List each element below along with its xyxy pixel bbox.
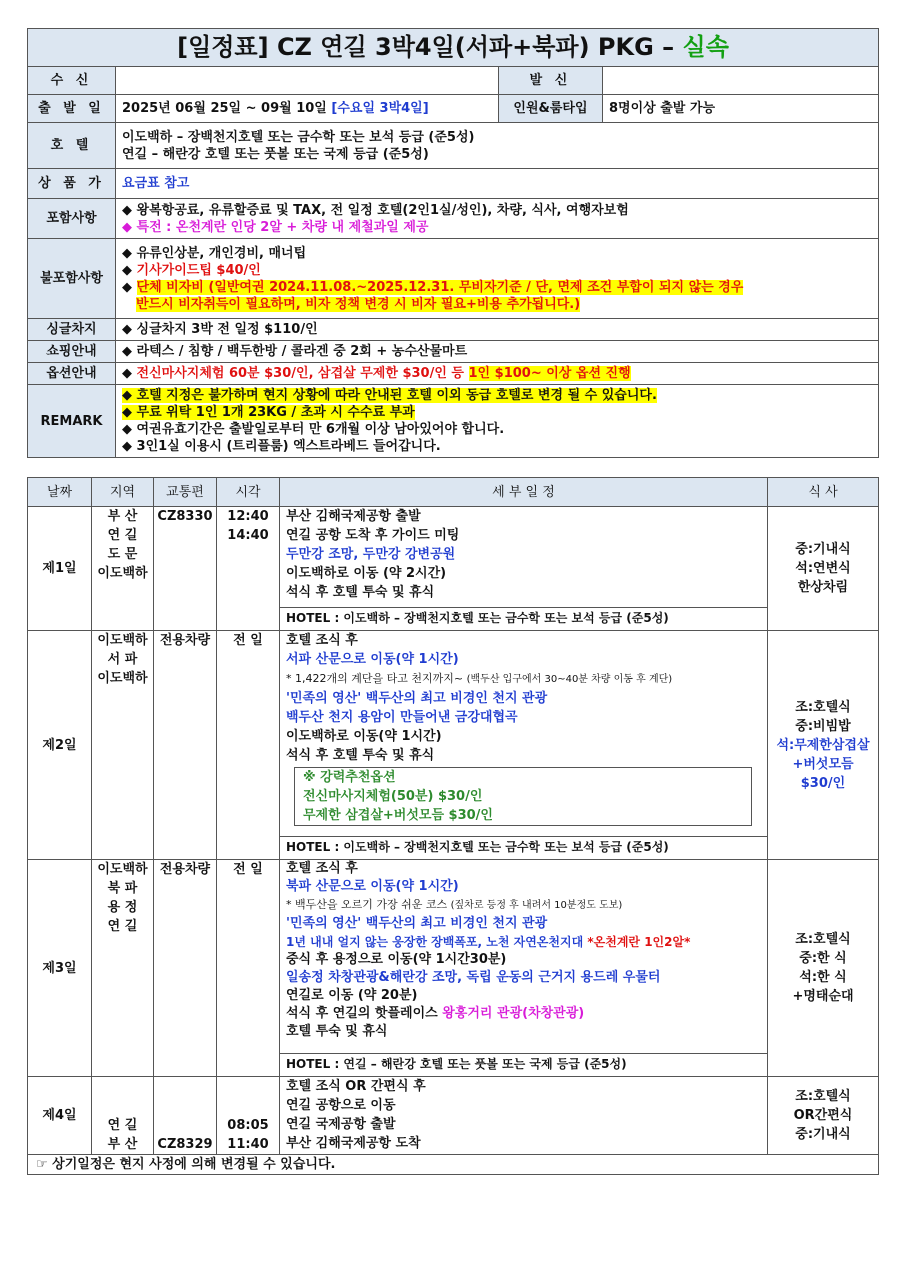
day2-detail-5: 백두산 천지 용암이 만들어낸 금강대협곡	[286, 710, 518, 725]
header-date: 날짜	[28, 478, 92, 507]
remark-line-1	[122, 387, 872, 404]
day3-meal-4: +명태순대	[792, 989, 854, 1004]
shopping-label: 쇼핑안내	[28, 341, 116, 363]
day4-regions	[92, 1077, 154, 1155]
day2-region-3: 이도백하	[97, 671, 148, 686]
day1-detail-5: 석식 후 호텔 투숙 및 휴식	[286, 585, 435, 600]
day2-detail-6: 이도백하로 이동(약 1시간)	[286, 729, 442, 744]
table-row	[28, 631, 879, 860]
day1-detail-2: 연길 공항 도착 후 가이드 미팅	[286, 528, 460, 543]
option-value	[116, 363, 879, 385]
day3-detail-9-tour: 왕홍거리 관광(차창관광)	[442, 1006, 585, 1021]
day1-meals	[768, 507, 879, 631]
day2-meal-4: +버섯모듬	[792, 756, 854, 772]
day3-label: 제3일	[28, 860, 92, 1077]
day1-time-1: 12:40	[227, 509, 269, 524]
day3-detail-1: 호텔 조식 후	[286, 861, 358, 876]
day2-label: 제2일	[28, 631, 92, 860]
remark-line-2	[122, 404, 872, 421]
footer-row	[28, 1155, 879, 1175]
table-row	[28, 860, 879, 1077]
day1-region-2: 연 길	[107, 528, 138, 543]
excluded-value	[116, 239, 879, 319]
price-value: 요금표 참고	[116, 169, 879, 199]
day3-detail-10: 호텔 투숙 및 휴식	[286, 1024, 388, 1039]
title-suffix: 실속	[682, 33, 729, 61]
excluded-bullet-2: ◆	[122, 262, 132, 278]
day3-region-1: 이도백하	[97, 862, 148, 877]
day3-detail-4: '민족의 영산' 백두산의 최고 비경인 천지 관광	[286, 916, 548, 931]
day4-region-2: 부 산	[107, 1137, 138, 1152]
day4-detail-3: 연길 국제공항 출발	[286, 1117, 396, 1132]
footer-note: ☞ 상기일정은 현지 사정에 의해 변경될 수 있습니다.	[28, 1155, 879, 1175]
included-line-1: ◆ 왕복항공료, 유류할증료 및 TAX, 전 일정 호텔(2인1실/성인), 차량, 식사, 여행자보험	[122, 202, 629, 218]
table-row	[28, 507, 879, 631]
day1-detail-1: 부산 김해국제공항 출발	[286, 509, 421, 524]
day3-times	[217, 860, 280, 1077]
table-row	[28, 1077, 879, 1155]
day1-time-2: 14:40	[227, 528, 269, 543]
day2-meal-1: 조:호텔식	[795, 699, 851, 715]
departure-value	[116, 95, 499, 123]
recommended-option-box	[294, 767, 752, 826]
excluded-line-3	[122, 279, 872, 296]
recipient-label: 수 신	[28, 67, 116, 95]
remark-value	[116, 385, 879, 458]
price-label: 상 품 가	[28, 169, 116, 199]
day4-meal-1: 조:호텔식	[795, 1089, 851, 1104]
day2-time-1: 전 일	[233, 633, 263, 648]
day2-detail-3-note: (백두산 입구에서 30~40분 차량 이동 후 계단)	[466, 674, 673, 685]
departure-note: [수요일 3박4일]	[331, 101, 429, 116]
option-box-item-2: 무제한 삼겹살+버섯모듬 $30/인	[303, 808, 493, 823]
excluded-line-1: ◆ 유류인상분, 개인경비, 매너팁	[122, 245, 307, 261]
schedule-header-row	[28, 478, 879, 507]
day2-region-2: 서 파	[107, 652, 138, 667]
page-title	[28, 29, 879, 67]
day2-detail-4: '민족의 영산' 백두산의 최고 비경인 천지 관광	[286, 691, 548, 706]
hotel-value	[116, 123, 879, 169]
remark-text-2: ◆ 무료 위탁 1인 1개 23KG / 초과 시 수수료 부과	[122, 405, 415, 420]
day1-label: 제1일	[28, 507, 92, 631]
day4-detail	[280, 1077, 768, 1155]
day4-meal-3: 중:기내식	[795, 1127, 851, 1142]
day3-detail-9-main: 석식 후 연길의 핫플레이스	[286, 1006, 438, 1021]
remark-text-1: ◆ 호텔 지정은 불가하며 현지 상황에 따라 안내된 호텔 이외 동급 호텔로 변경 될 수 있습니다.	[122, 388, 657, 403]
day2-detail-3	[286, 669, 761, 689]
header-time: 시각	[217, 478, 280, 507]
day4-times	[217, 1077, 280, 1155]
day2-meal-2: 중:비빔밥	[795, 718, 851, 734]
shopping-value: ◆ 라텍스 / 침향 / 백두한방 / 콜라겐 중 2회 + 농수산물마트	[116, 341, 879, 363]
day1-region-4: 이도백하	[97, 566, 148, 581]
day1-detail-4: 이도백하로 이동 (약 2시간)	[286, 566, 447, 581]
day3-detail-2: 북파 산문으로 이동(약 1시간)	[286, 879, 459, 894]
excluded-tip: 기사가이드팁 $40/인	[136, 262, 261, 278]
excluded-visa-cont: 반드시 비자취득이 필요하며, 비자 정책 변경 시 비자 필요+비용 추가됩니다.)	[136, 296, 581, 312]
excluded-label: 불포함사항	[28, 239, 116, 319]
day3-detail-6: 중식 후 용정으로 이동(약 1시간30분)	[286, 952, 507, 967]
day4-detail-1: 호텔 조식 OR 간편식 후	[286, 1079, 426, 1094]
option-highlight: 1인 $100~ 이상 옵션 진행	[468, 366, 631, 381]
departure-label: 출 발 일	[28, 95, 116, 123]
day3-detail-3	[286, 896, 761, 915]
excluded-line-4	[122, 296, 872, 313]
recipient-value	[116, 67, 499, 95]
day3-hotel: HOTEL : 연길 – 해란강 호텔 또는 풋볼 또는 국제 등급 (준5성)	[280, 1053, 767, 1075]
people-label: 인원&룸타입	[499, 95, 603, 123]
day4-detail-2: 연길 공항으로 이동	[286, 1098, 396, 1113]
day4-meals	[768, 1077, 879, 1155]
day3-region-4: 연 길	[107, 919, 138, 934]
day1-detail-3: 두만강 조망, 두만강 강변공원	[286, 547, 456, 562]
day3-meal-2: 중:한 식	[799, 951, 847, 966]
day4-label: 제4일	[28, 1077, 92, 1155]
day1-meal-3: 한상차림	[797, 580, 849, 595]
hotel-line-1: 이도백하 – 장백천지호텔 또는 금수학 또는 보석 등급 (준5성)	[122, 129, 475, 145]
header-region: 지역	[92, 478, 154, 507]
day2-detail-2: 서파 산문으로 이동(약 1시간)	[286, 652, 459, 667]
day4-detail-4: 부산 김해국제공항 도착	[286, 1136, 421, 1151]
day2-detail-3-main: * 1,422개의 계단을 타고 천지까지~	[286, 672, 464, 685]
day2-transport: 전용차량	[154, 631, 217, 860]
included-label: 포함사항	[28, 199, 116, 239]
day3-detail-3-main: * 백두산을 오르기 가장 쉬운 코스	[286, 898, 448, 911]
day1-detail	[280, 507, 768, 631]
hotel-line-2: 연길 – 해란강 호텔 또는 풋볼 또는 국제 등급 (준5성)	[122, 146, 429, 162]
single-value: ◆ 싱글차지 3박 전 일정 $110/인	[116, 319, 879, 341]
option-bullet: ◆	[122, 366, 132, 381]
included-value	[116, 199, 879, 239]
day1-transport: CZ8330	[154, 507, 217, 631]
schedule-table	[27, 477, 879, 1175]
day2-meal-5: $30/인	[800, 775, 846, 791]
day3-transport: 전용차량	[154, 860, 217, 1077]
day4-region-1: 연 길	[107, 1118, 138, 1133]
header-transport: 교통편	[154, 478, 217, 507]
single-label: 싱글차지	[28, 319, 116, 341]
option-box-item-1: 전신마사지체험(50분) $30/인	[303, 789, 483, 804]
day3-detail	[280, 860, 768, 1077]
day2-meals	[768, 631, 879, 860]
day1-region-1: 부 산	[107, 509, 138, 524]
day3-meals	[768, 860, 879, 1077]
hotel-label: 호 텔	[28, 123, 116, 169]
title-prefix: [일정표] CZ 연길 3박4일(서파+북파) PKG –	[177, 33, 675, 61]
day2-detail-7: 석식 후 호텔 투숙 및 휴식	[286, 748, 435, 763]
day4-meal-2: OR간편식	[793, 1108, 853, 1123]
day2-times	[217, 631, 280, 860]
excluded-bullet-3: ◆	[122, 279, 132, 295]
option-box-title: ※ 강력추천옵션	[303, 770, 396, 785]
header-detail: 세 부 일 정	[280, 478, 768, 507]
day1-meal-1: 중:기내식	[795, 542, 851, 557]
day4-transport: CZ8329	[154, 1077, 217, 1155]
day1-meal-2: 석:연변식	[795, 561, 851, 576]
included-line-2: ◆ 특전 : 온천계란 인당 2알 + 차량 내 제철과일 제공	[122, 219, 429, 235]
day2-detail-1: 호텔 조식 후	[286, 633, 358, 648]
day1-hotel: HOTEL : 이도백하 – 장백천지호텔 또는 금수학 또는 보석 등급 (준5성)	[280, 607, 767, 629]
day3-detail-3-note: (짚차로 등정 후 내려서 10분정도 도보)	[450, 900, 623, 911]
day3-detail-7: 일송정 차창관광&해란강 조망, 독립 운동의 근거지 용드레 우물터	[286, 970, 661, 985]
day3-detail-5	[286, 933, 761, 951]
day1-times	[217, 507, 280, 631]
excluded-visa: 단체 비자비 (일반여권 2024.11.08.~2025.12.31. 무비자기준 / 단, 면제 조건 부합이 되지 않는 경우	[136, 279, 744, 295]
day3-detail-8: 연길로 이동 (약 20분)	[286, 988, 418, 1003]
day1-regions	[92, 507, 154, 631]
departure-dates: 2025년 06월 25일 ~ 09월 10일	[122, 101, 327, 116]
day4-time-2: 11:40	[227, 1137, 269, 1152]
day3-meal-3: 석:한 식	[799, 970, 847, 985]
sender-value	[603, 67, 879, 95]
day2-meal-3: 석:무제한삼겹살	[776, 737, 870, 753]
day3-time-1: 전 일	[233, 862, 263, 877]
remark-line-3: ◆ 여권유효기간은 출발일로부터 만 6개월 이상 남아있어야 합니다.	[122, 422, 505, 437]
day2-detail	[280, 631, 768, 860]
day3-regions	[92, 860, 154, 1077]
day3-detail-5-egg: *온천계란 1인2알*	[587, 935, 691, 949]
people-value: 8명이상 출발 가능	[603, 95, 879, 123]
day3-detail-9	[286, 1005, 761, 1023]
sender-label: 발 신	[499, 67, 603, 95]
day3-detail-5-main: 1년 내내 얼지 않는 웅장한 장백폭포, 노천 자연온천지대	[286, 935, 584, 949]
option-text: 전신마사지체험 60분 $30/인, 삼겹살 무제한 $30/인 등	[136, 366, 464, 381]
day2-regions	[92, 631, 154, 860]
day3-region-3: 용 정	[107, 900, 138, 915]
day3-meal-1: 조:호텔식	[795, 932, 851, 947]
day1-region-3: 도 문	[107, 547, 138, 562]
excluded-line-2	[122, 262, 872, 279]
option-label: 옵션안내	[28, 363, 116, 385]
header-meal: 식 사	[768, 478, 879, 507]
day2-region-1: 이도백하	[97, 633, 148, 648]
remark-label: REMARK	[28, 385, 116, 458]
day2-hotel: HOTEL : 이도백하 – 장백천지호텔 또는 금수학 또는 보석 등급 (준5성)	[280, 836, 767, 858]
day3-region-2: 북 파	[107, 881, 138, 896]
remark-line-4: ◆ 3인1실 이용시 (트리플룸) 엑스트라베드 들어갑니다.	[122, 439, 441, 454]
day4-time-1: 08:05	[227, 1118, 269, 1133]
itinerary-info-table	[27, 28, 879, 458]
